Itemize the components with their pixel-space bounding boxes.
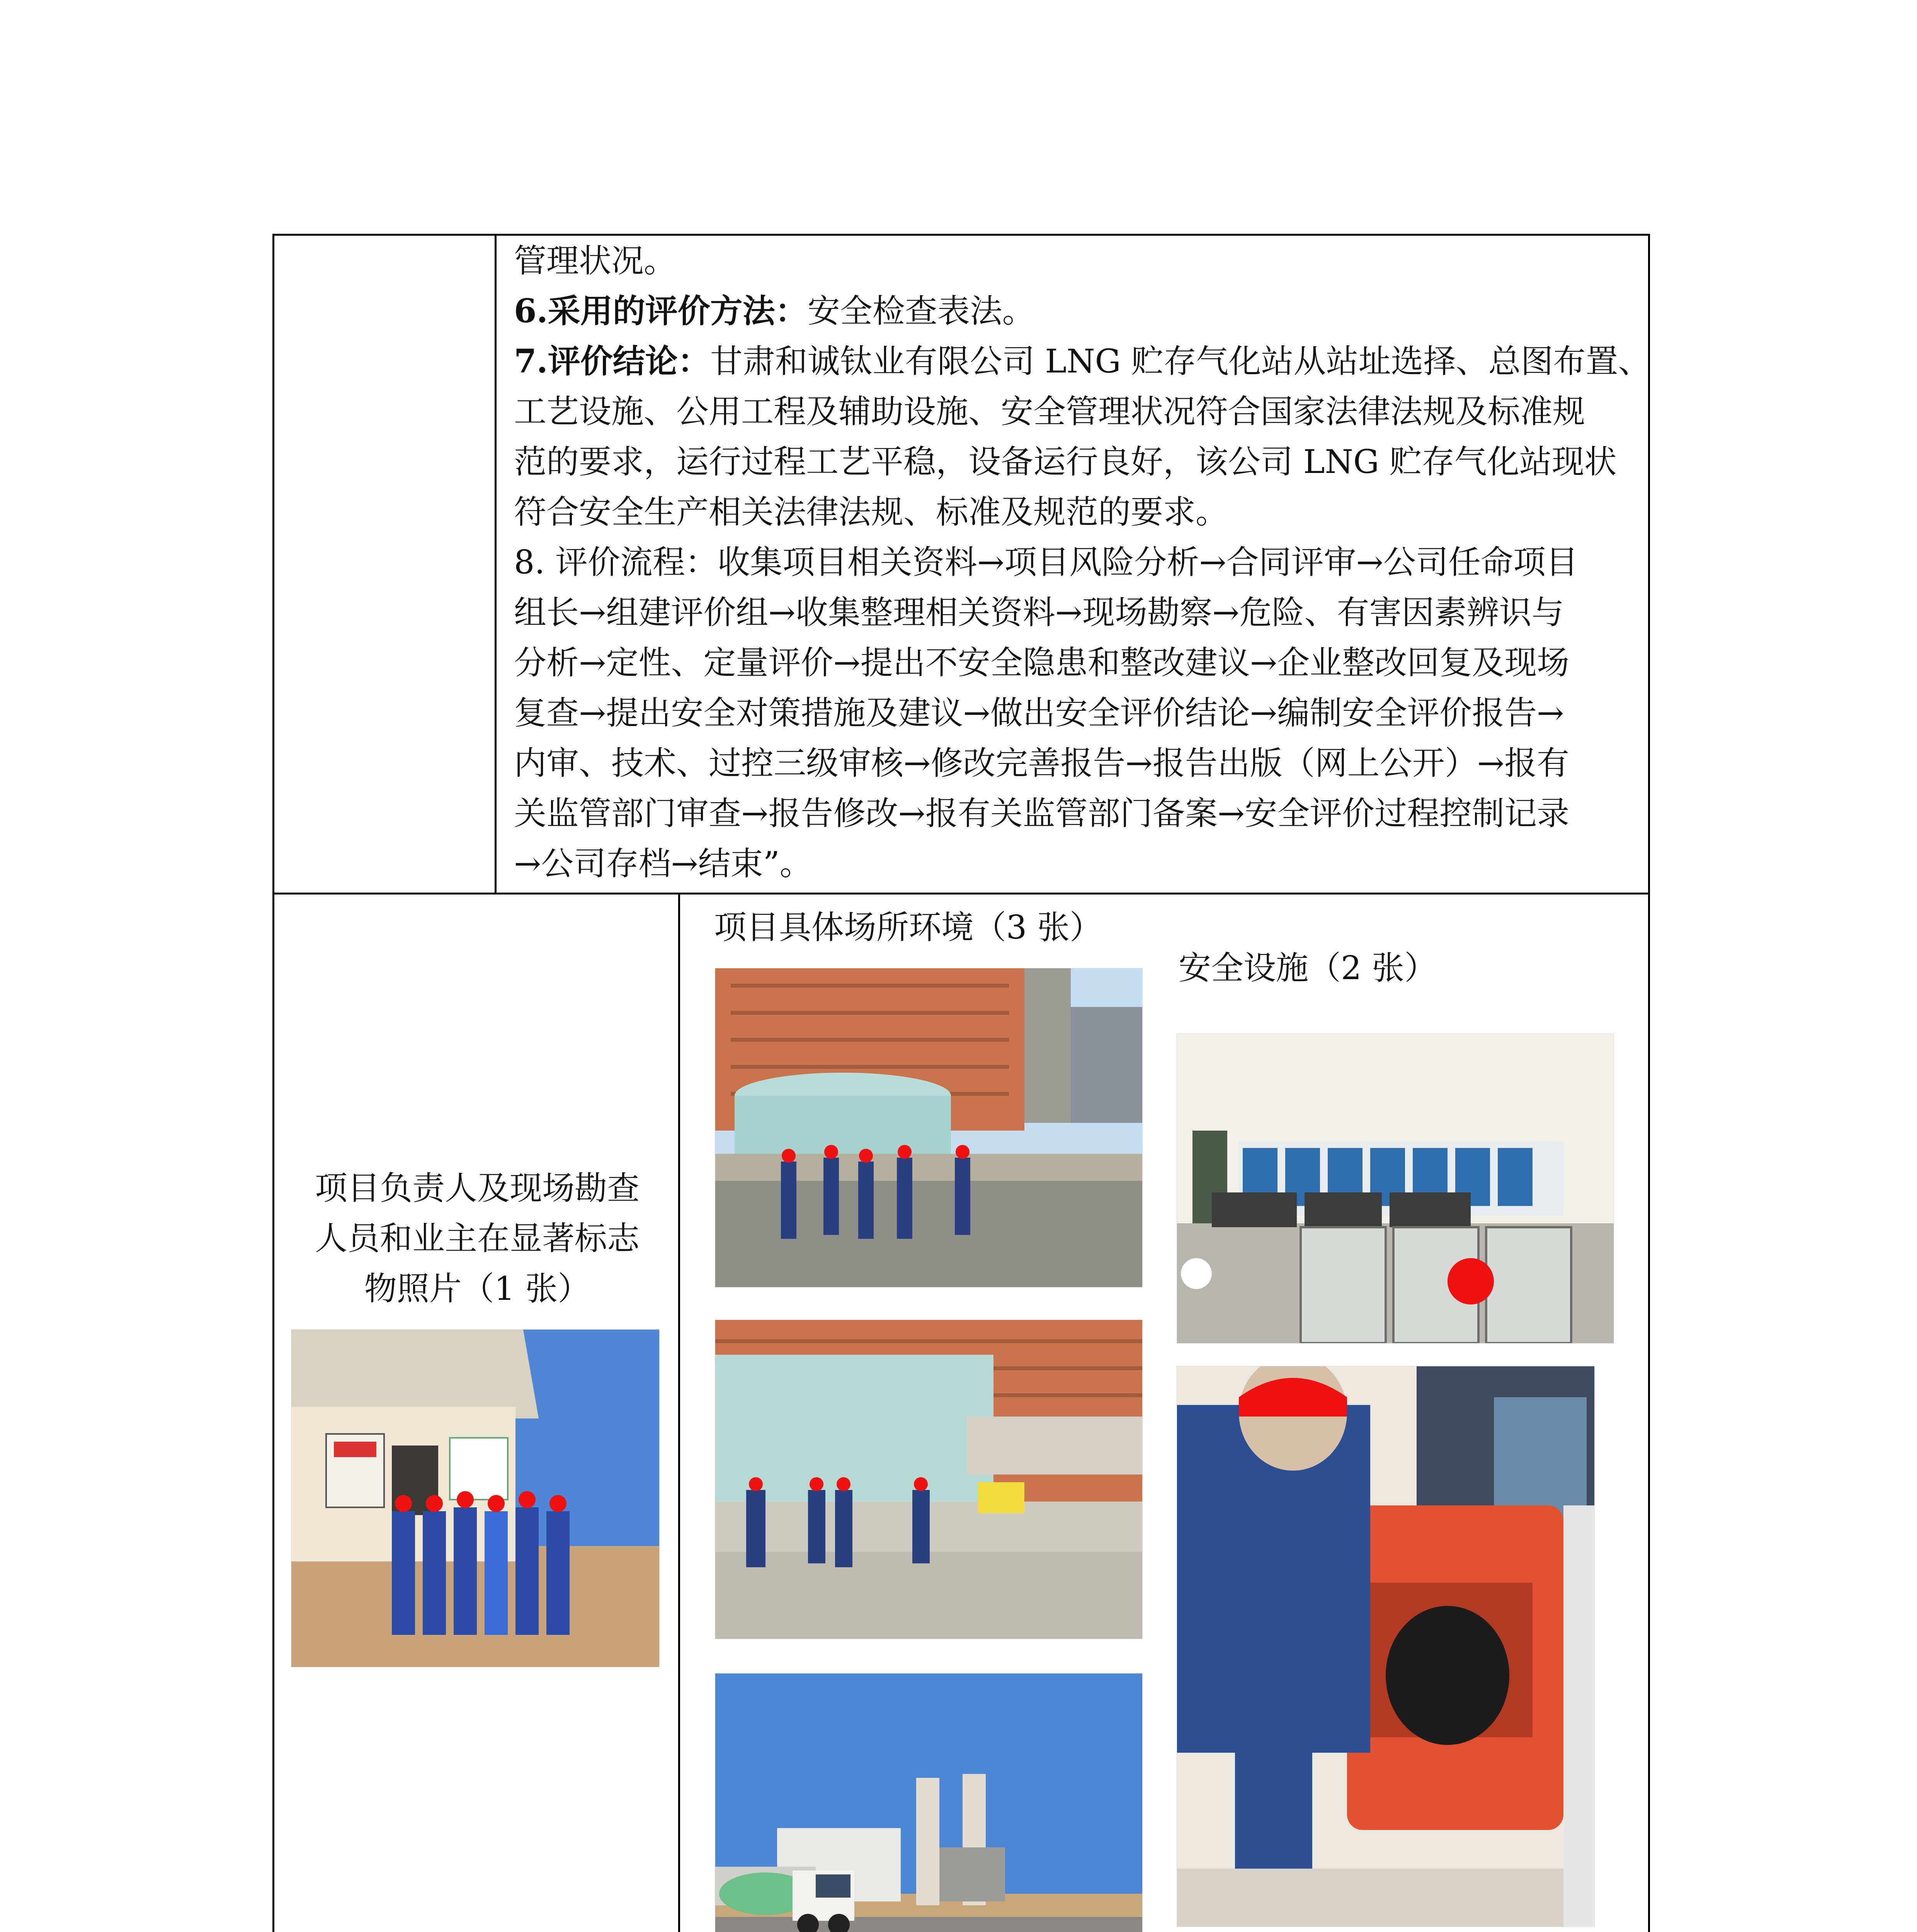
text-line: 组长→组建评价组→收集整理相关资料→现场勘察→危险、有害因素辨识与 [514, 594, 1564, 631]
table-border-left [272, 234, 274, 1932]
evaluation-text-block [514, 236, 1651, 893]
safety-facilities-photo-2 [1177, 1366, 1595, 1927]
text-line: 复查→提出安全对策措施及建议→做出安全评价结论→编制安全评价报告→ [514, 694, 1564, 732]
personnel-group-photo [291, 1329, 660, 1667]
evaluation-method-line: 6.采用的评价方法：安全检查表法。 [514, 292, 1035, 330]
site-environment-caption: 项目具体场所环境（3 张） [714, 908, 1102, 946]
evaluation-conclusion-line: 7.评价结论：甘肃和诚钛业有限公司 LNG 贮存气化站从站址选择、总图布置、 [514, 342, 1651, 380]
text-line: 符合安全生产相关法律法规、标准及规范的要求。 [514, 493, 1228, 531]
personnel-photo-caption: 项目负责人及现场勘查 人员和业主在显著标志 物照片（1 张） [315, 1169, 640, 1308]
safety-facilities-caption: 安全设施（2 张） [1179, 949, 1437, 987]
table-col-divider-bottom [678, 893, 680, 1932]
site-environment-photo-2 [715, 1320, 1143, 1639]
text-line: 关监管部门审查→报告修改→报有关监管部门备案→安全评价过程控制记录 [514, 794, 1570, 832]
table-col-divider-top [495, 234, 497, 893]
table-border-right [1648, 234, 1650, 1932]
text-line: 内审、技术、过控三级审核→修改完善报告→报告出版（网上公开）→报有 [514, 744, 1570, 782]
safety-facilities-photo-1 [1177, 1034, 1614, 1344]
evaluation-process-line: 8. 评价流程：收集项目相关资料→项目风险分析→合同评审→公司任命项目 [514, 543, 1578, 581]
site-environment-photo-1 [715, 968, 1143, 1287]
text-line: 分析→定性、定量评价→提出不安全隐患和整改建议→企业整改回复及现场 [514, 644, 1570, 682]
table-row-divider [272, 893, 1650, 895]
text-line: 工艺设施、公用工程及辅助设施、安全管理状况符合国家法律法规及标准规 [514, 393, 1585, 430]
text-line: →公司存档→结束”。 [514, 845, 812, 883]
text-line: 范的要求，运行过程工艺平稳，设备运行良好，该公司 LNG 贮存气化站现状 [514, 443, 1617, 481]
site-environment-photo-3 [715, 1673, 1143, 1932]
text-line: 管理状况。 [514, 242, 677, 280]
